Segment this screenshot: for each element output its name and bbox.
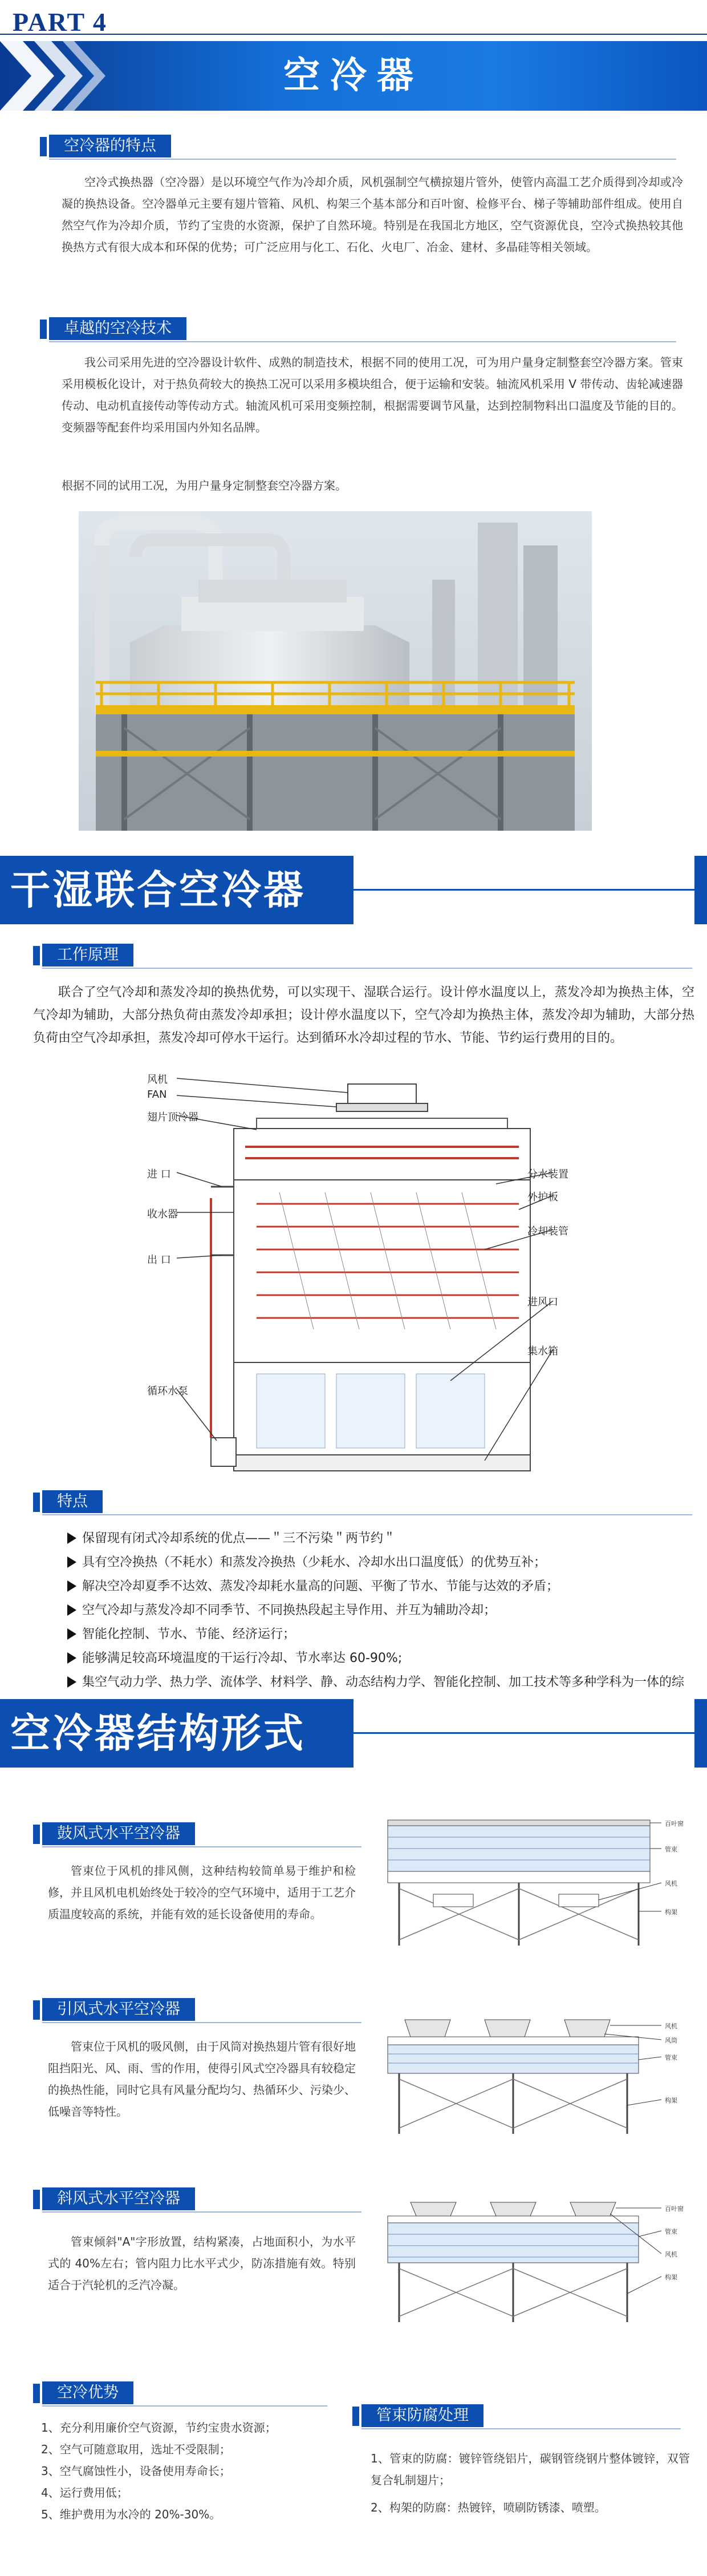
- triangle-bullet-icon: [67, 1628, 76, 1640]
- section-body: 空冷式换热器（空冷器）是以环境空气作为冷却介质，风机强制空气横掠翅片管外，使管内高温工艺介质得到冷却或冷凝的换热设备。空冷器单元主要有翅片管箱、风机、构架三个基本部分和百叶窗、检修平台、梯子等辅助部件组成。使用自然空气作为冷却介质，节约了宝贵的水资源，保护了自然环境。特别是在我国北方地区，空气资源优良，空冷式换热较其他换热方式有很大成本和环保的优势；可广泛应用与化工、石化、火电厂、冶金、建材、多晶硅等相关领域。: [62, 175, 683, 254]
- diagram-label: 进 口: [147, 1168, 171, 1180]
- diagram-label: 外护板: [527, 1191, 558, 1203]
- diagram-label: FAN: [147, 1089, 167, 1101]
- diagram-label: 风筒: [665, 2037, 677, 2044]
- section-body: 管束位于风机的吸风侧，由于风筒对换热翅片管有很好地阻挡阳光、风、雨、雪的作用，使得引风式空冷器具有较稳定的换热性能，同时它具有风量分配均匀、热循环少、污染少、低噪音等特性。: [48, 2040, 356, 2118]
- list-item: 1、充分利用廉价空气资源，节约宝贵水资源；: [41, 2421, 277, 2435]
- triangle-bullet-icon: [67, 1652, 76, 1664]
- diagram-label: 出 口: [147, 1254, 171, 1266]
- section-heading: [40, 132, 678, 157]
- section-title: 斜风式水平空冷器: [42, 2187, 195, 2210]
- triangle-bullet-icon: [67, 1580, 76, 1592]
- a-frame-diagram: [376, 2191, 684, 2328]
- list-item: 4、运行费用低；: [41, 2486, 128, 2500]
- hybrid-cooler-diagram: [143, 1061, 599, 1495]
- section-heading: [352, 2402, 683, 2427]
- anticorrosion-list: [371, 2448, 690, 2518]
- diagram-label: 分水装置: [527, 1168, 568, 1180]
- section-title: 空冷器的特点: [49, 135, 171, 157]
- list-item: 空气冷却与蒸发冷却不同季节、不同换热段起主导作用、并互为辅助冷却；: [67, 1599, 694, 1623]
- air-cooler-photo: [79, 511, 592, 831]
- section-title: 管束防腐处理: [361, 2404, 483, 2427]
- section-title: 特点: [42, 1490, 103, 1513]
- section-heading: [33, 2379, 330, 2404]
- section-body: 联合了空气冷却和蒸发冷却的换热优势，可以实现干、湿联合运行。设计停水温度以上，蒸发冷却为换热主体，空气冷却为辅助，大部分热负荷由蒸发冷却承担；设计停水温度以下，空气冷却为换热主体，蒸发冷却为辅助，大部分热负荷由空气冷却承担，蒸发冷却可停水干运行。达到循环水冷却过程的节水、节能、节约运行费用的目的。: [33, 985, 694, 1045]
- feature-list: [67, 1527, 694, 1718]
- diagram-label: 进风口: [527, 1296, 558, 1308]
- section-heading: [33, 1488, 694, 1513]
- section-body: 管束倾斜"A"字形放置，结构紧凑，占地面积小，为水平式的 40%左右；管内阻力比水平式少，防冻措施有效。特别适合于汽轮机的乏汽冷凝。: [48, 2235, 356, 2292]
- list-item: 5、维护费用为水冷的 20%-30%。: [41, 2508, 221, 2521]
- section-heading: [40, 315, 678, 340]
- diagram-label: 百叶窗: [665, 1820, 684, 1827]
- list-item: 2、构架的防腐：热镀锌，喷刷防锈漆、喷塑。: [371, 2501, 606, 2514]
- part-label: PART 4: [13, 7, 107, 37]
- diagram-label: 风机: [665, 2023, 677, 2030]
- triangle-bullet-icon: [67, 1532, 76, 1544]
- triangle-bullet-icon: [67, 1604, 76, 1616]
- section-title: 引风式水平空冷器: [42, 1998, 195, 2021]
- section-title: 空冷优势: [42, 2381, 133, 2404]
- section-heading: [33, 941, 694, 966]
- list-item: 解决空冷却夏季不达效、蒸发冷却耗水量高的问题、平衡了节水、节能与达效的矛盾；: [67, 1575, 694, 1599]
- diagram-label: 风机: [665, 2251, 677, 2258]
- diagram-label: 翅片顶冷器: [147, 1111, 198, 1123]
- list-item: 2、空气可随意取用，选址不受限制；: [41, 2442, 231, 2456]
- section-title: 鼓风式水平空冷器: [42, 1822, 195, 1845]
- diagram-label: 管束: [665, 1846, 677, 1853]
- diagram-label: 循环水泵: [147, 1385, 188, 1397]
- section-note: 根据不同的试用工况，为用户量身定制整套空冷器方案。: [62, 479, 347, 492]
- diagram-label: 构架: [665, 2097, 677, 2104]
- section-banner: [0, 1699, 707, 1768]
- diagram-label: 构架: [665, 2274, 677, 2281]
- triangle-bullet-icon: [67, 1676, 76, 1688]
- list-item: 具有空冷换热（不耗水）和蒸发冷换热（少耗水、冷却水出口温度低）的优势互补；: [67, 1551, 694, 1575]
- list-item: 保留现有闭式冷却系统的优点——＂三不污染＂两节约＂: [67, 1527, 694, 1551]
- section-heading: [33, 1820, 364, 1845]
- section-body: 管束位于风机的排风侧，这种结构较简单易于维护和检修，并且风机电机始终处于较冷的空气环境中，适用于工艺介质温度较高的系统，并能有效的延长设备使用的寿命。: [48, 1864, 356, 1921]
- diagram-label: 百叶窗: [665, 2205, 684, 2213]
- induced-draft-diagram: [376, 2008, 684, 2140]
- section-heading: [33, 2185, 364, 2210]
- list-item: 3、空气腐蚀性小，设备使用寿命长；: [41, 2464, 231, 2478]
- list-item: 智能化控制、节水、节能、经济运行；: [67, 1623, 694, 1647]
- diagram-label: 构架: [665, 1908, 677, 1916]
- diagram-label: 风机: [147, 1074, 168, 1086]
- diagram-label: 冷却装管: [527, 1226, 568, 1238]
- section-banner: [0, 856, 707, 924]
- list-item: 1、管束的防腐：镀锌管绕铝片，碳钢管绕钢片整体镀锌，双管复合轧制翅片；: [371, 2452, 690, 2487]
- section-body: 我公司采用先进的空冷器设计软件、成熟的制造技术，根据不同的使用工况，可为用户量身定制整套空冷器方案。管束采用模板化设计，对于热负荷较大的换热工况可以采用多模块组合，便于运输和安装。轴流风机采用 V 带传动、齿轮减速器传动、电动机直接传动等传动方式。轴流风机可采用变频控制，根据需要调节风量，达到控制物料出口温度及节能的目的。变频器等配套件均采用国内外知名品牌。: [62, 355, 683, 434]
- triangle-bullet-icon: [67, 1556, 76, 1568]
- diagram-label: 管束: [665, 2054, 677, 2061]
- diagram-label: 风机: [665, 1880, 677, 1887]
- diagram-label: 集水箱: [527, 1345, 558, 1357]
- page-title: 空冷器: [283, 55, 424, 97]
- diagram-label: 管束: [665, 2228, 677, 2235]
- banner-title: 空冷器结构形式: [10, 1710, 306, 1757]
- section-title: 工作原理: [42, 944, 133, 966]
- forced-draft-diagram: [376, 1809, 684, 1957]
- list-item: 能够满足较高环境温度的干运行冷却、节水率达 60-90%;: [67, 1647, 694, 1671]
- diagram-label: 收水器: [147, 1208, 178, 1220]
- banner-title: 干湿联合空冷器: [10, 867, 306, 913]
- advantages-list: [41, 2417, 349, 2525]
- section-title: 卓越的空冷技术: [49, 317, 186, 340]
- list-item: 集空气动力学、热力学、流体学、材料学、静、动态结构力学、智能化控制、加工技术等多种学科为一体的综: [67, 1671, 694, 1718]
- section-heading: [33, 1996, 364, 2021]
- page-header: [0, 0, 707, 120]
